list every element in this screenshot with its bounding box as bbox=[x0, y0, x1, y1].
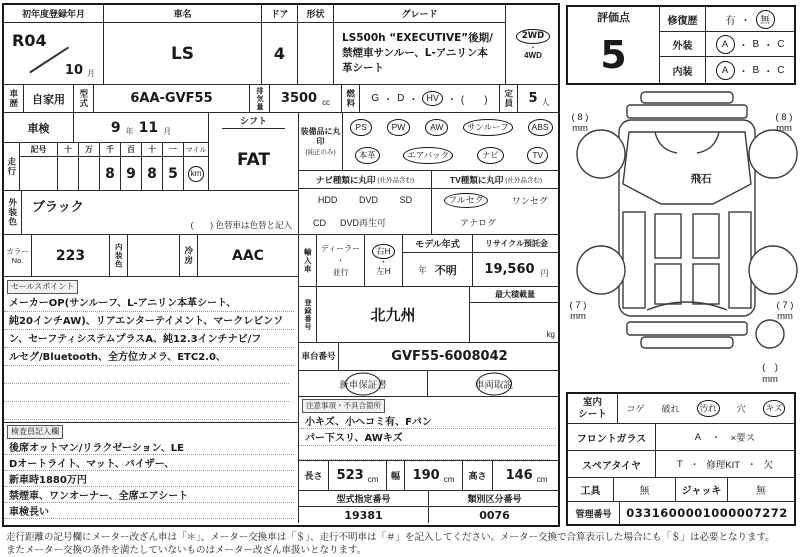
car-name-cell bbox=[104, 5, 262, 85]
tread-front-left: ( 8 ) bbox=[571, 112, 589, 123]
drive-cell bbox=[506, 5, 560, 85]
mileage-header-0: 十 bbox=[58, 143, 79, 157]
fuel-dot-1: ・ bbox=[383, 95, 394, 106]
notes-line bbox=[299, 446, 550, 460]
tread-unit-front-left: mm bbox=[572, 123, 588, 134]
tools-label: 工具 bbox=[568, 478, 614, 502]
equipment-airbag-circled: エアバック bbox=[403, 147, 453, 164]
interior-grade-label: 内装 bbox=[660, 57, 706, 83]
model-year-value: 不明 bbox=[434, 263, 457, 277]
length-value: 523 bbox=[336, 468, 364, 483]
repair-yes: 有 bbox=[725, 15, 736, 27]
color-no-label-cell bbox=[4, 235, 32, 277]
fuel-label: 燃料 bbox=[342, 85, 360, 113]
warranty-label: 新車保証書 bbox=[339, 379, 387, 391]
mileage-digit-4: 8 bbox=[142, 157, 163, 191]
equipment-row-1 bbox=[343, 113, 560, 142]
capacity-unit: 人 bbox=[541, 98, 550, 107]
door-value: 4 bbox=[273, 44, 286, 63]
nav-type-sublabel: (社外品含む) bbox=[377, 177, 415, 184]
nav-type-line1 bbox=[299, 189, 431, 212]
interior-grade-c: C bbox=[777, 64, 785, 76]
equipment-label: 装備品に丸印 bbox=[300, 126, 341, 146]
equipment-sunroof-circled: サンルーフ bbox=[463, 119, 512, 136]
type-designation-label: 型式指定番号 bbox=[299, 491, 428, 507]
sales-line bbox=[4, 366, 289, 384]
notes-line: 小キズ、小ヘコミ有、Fバン bbox=[299, 413, 556, 429]
first-reg-year: R04 bbox=[12, 31, 47, 50]
chassis-label: 車台番号 bbox=[299, 343, 339, 371]
exterior-dot-2: ・ bbox=[763, 40, 774, 52]
door-label: ドア bbox=[262, 5, 297, 23]
windshield-outline bbox=[623, 132, 751, 204]
hood-line-left bbox=[655, 132, 677, 153]
width-cell bbox=[405, 461, 463, 491]
seat-label-2: シート bbox=[578, 408, 607, 420]
capacity-value: 5 bbox=[528, 91, 538, 106]
mileage-digit-1 bbox=[79, 157, 100, 191]
max-load-unit: kg bbox=[546, 330, 555, 339]
spare-tire-options bbox=[656, 451, 794, 478]
import-parallel: 並行 bbox=[332, 267, 349, 277]
rear-bumper-lower bbox=[641, 337, 733, 348]
nav-type-label: ナビ種類に丸印 bbox=[315, 174, 376, 185]
grade-value: LS500h “EXECUTIVE”後期/禁煙車サンルー、L-アニリン本革シート bbox=[342, 31, 493, 75]
car-name-value: LS bbox=[170, 43, 195, 64]
first-reg-month: 10 bbox=[64, 63, 83, 78]
repair-history-options bbox=[706, 7, 794, 32]
model-code-label: 型式 bbox=[74, 85, 94, 113]
circle-mark bbox=[345, 372, 381, 395]
inspector-line: 禁煙車、ワンオーナー、全席エアシート bbox=[4, 487, 294, 503]
tv-type-line1 bbox=[432, 189, 560, 212]
model-year-value-row bbox=[418, 253, 457, 286]
sales-points-cell bbox=[4, 277, 299, 423]
score-cell bbox=[568, 7, 660, 83]
tread-front-right: ( 8 ) bbox=[775, 112, 793, 123]
warranty-cell bbox=[299, 371, 428, 397]
height-label: 高さ bbox=[463, 461, 493, 491]
capacity-label: 定員 bbox=[500, 85, 518, 113]
equipment-tv-circled: TV bbox=[527, 147, 548, 164]
inspection-label: 車検 bbox=[4, 113, 74, 143]
exterior-color-cell bbox=[22, 191, 299, 235]
model-year-cell bbox=[403, 235, 473, 287]
front-right-wheel bbox=[749, 130, 797, 178]
equipment-aw-circled: AW bbox=[425, 119, 448, 136]
rear-bumper-upper bbox=[627, 322, 747, 335]
steering-dot: ・ bbox=[379, 256, 388, 267]
drive-4wd: 4WD bbox=[524, 50, 542, 60]
equipment-items bbox=[343, 113, 560, 171]
max-load-cell bbox=[470, 287, 560, 343]
footer-note bbox=[6, 531, 796, 557]
front-bumper-upper bbox=[641, 92, 733, 103]
displacement-cell bbox=[270, 85, 342, 113]
nav-type-cell bbox=[299, 171, 432, 235]
spare-tire-label: スペアタイヤ bbox=[568, 451, 656, 478]
mileage-header-5: 一 bbox=[163, 143, 184, 157]
interior-dot-2: ・ bbox=[763, 66, 774, 78]
nav-sd: SD bbox=[399, 195, 413, 206]
length-cell bbox=[329, 461, 387, 491]
mileage-header-3: 百 bbox=[121, 143, 142, 157]
seat-hole: 穴 bbox=[736, 404, 746, 414]
nav-type-header bbox=[299, 171, 431, 189]
nav-dvd-play: DVD再生可 bbox=[340, 218, 387, 229]
tread-unit-spare: mm bbox=[762, 374, 778, 385]
spare-dot-2: ・ bbox=[747, 460, 757, 471]
grade-label: グレード bbox=[334, 5, 505, 23]
recycle-value: 19,560 bbox=[484, 262, 535, 277]
equipment-label-cell bbox=[299, 113, 343, 171]
exterior-color-note: ( ) 色替車は色替と記入 bbox=[190, 220, 292, 230]
windshield-dot: ・ bbox=[711, 433, 721, 444]
left-sill bbox=[623, 212, 645, 308]
interior-color-value bbox=[128, 235, 180, 277]
cabin-panel-3 bbox=[655, 264, 681, 304]
fuel-blank: ( ) bbox=[460, 95, 488, 106]
displacement-unit: cc bbox=[322, 98, 331, 107]
spare-t: T bbox=[676, 458, 683, 470]
mileage-symbol-value bbox=[20, 157, 58, 191]
right-sill bbox=[729, 212, 751, 308]
control-no-value: 0331600001000007272 bbox=[626, 506, 788, 520]
mileage-km-circled: km bbox=[188, 166, 205, 182]
history-value: 自家用 bbox=[24, 85, 74, 113]
repair-no-circled: 無 bbox=[756, 10, 775, 29]
model-year-label: モデル年式 bbox=[403, 235, 472, 253]
recycle-value-row bbox=[484, 253, 548, 286]
condition-panel bbox=[566, 392, 796, 526]
exterior-grade-options bbox=[706, 32, 794, 57]
nav-cd: CD bbox=[313, 217, 326, 228]
sales-line bbox=[4, 384, 289, 402]
first-registration-cell bbox=[4, 5, 104, 85]
mileage-digit-0 bbox=[58, 157, 79, 191]
ac-value: AAC bbox=[198, 235, 299, 277]
mileage-digit-3: 9 bbox=[121, 157, 142, 191]
max-load-label: 最大積載量 bbox=[470, 287, 560, 303]
stone-chip-annotation: 飛石 bbox=[690, 173, 712, 185]
mileage-symbol-header: 記号 bbox=[20, 143, 58, 157]
circle-mark bbox=[476, 372, 512, 395]
exterior-grade-b: B bbox=[752, 38, 760, 50]
registration-value: 北九州 bbox=[317, 287, 470, 343]
tread-unit-rear-right: mm bbox=[777, 311, 793, 322]
tv-type-cell bbox=[432, 171, 560, 235]
import-label: 輸入車 bbox=[299, 235, 317, 287]
exterior-color-value: ブラック bbox=[32, 200, 84, 215]
equipment-abs-circled: ABS bbox=[528, 119, 553, 136]
mileage-digit-5: 5 bbox=[163, 157, 184, 191]
seat-label-1: 室内 bbox=[582, 396, 602, 408]
windshield-options bbox=[656, 424, 794, 451]
interior-color-label: 内装色 bbox=[110, 235, 128, 277]
inspection-year: 9 bbox=[110, 119, 121, 136]
tv-type-sublabel: (社外品含む) bbox=[505, 177, 543, 184]
exterior-grade-a-circled: A bbox=[716, 35, 735, 54]
color-no-label-2: No. bbox=[11, 255, 24, 265]
tv-analog: アナログ bbox=[460, 218, 497, 229]
repair-dot: ・ bbox=[740, 15, 751, 27]
exterior-dot-1: ・ bbox=[738, 40, 749, 52]
inspection-month: 11 bbox=[138, 119, 159, 136]
grade-cell bbox=[334, 5, 506, 85]
chassis-value: GVF55-6008042 bbox=[339, 343, 560, 371]
spare-kit: 修理KIT bbox=[706, 460, 741, 471]
registration-label: 登録番号 bbox=[299, 287, 317, 343]
import-dealer: ディーラー bbox=[320, 243, 361, 253]
seat-condition-items bbox=[618, 394, 794, 424]
inspection-year-unit: 年 bbox=[125, 127, 134, 136]
door-cell bbox=[262, 5, 298, 85]
control-no-label: 管理番号 bbox=[568, 502, 620, 524]
manual-cell bbox=[428, 371, 560, 397]
steering-rh-circled: 右H bbox=[372, 244, 395, 259]
notes-label: 注意事項・不具合箇所 bbox=[302, 399, 385, 413]
model-code-value: 6AA-GVF55 bbox=[94, 85, 250, 113]
tread-spare: ( ) bbox=[762, 362, 778, 373]
class-no-cell bbox=[429, 491, 560, 523]
tv-type-label: TV種類に丸印 bbox=[449, 174, 504, 185]
length-label: 長さ bbox=[299, 461, 329, 491]
nav-hdd: HDD bbox=[317, 195, 338, 206]
seat-burn: コゲ bbox=[626, 404, 645, 414]
sales-line: ン、セーフティシステムプラスA、純12.3インチナビ/フ bbox=[4, 330, 294, 348]
mileage-header-4: 十 bbox=[142, 143, 163, 157]
evaluation-panel bbox=[566, 5, 796, 85]
first-reg-month-unit: 月 bbox=[87, 69, 95, 78]
footer-line-1: 走行距離の記号欄にメーター改ざん車は「＊」、メーター交換車は「＄」、走行不明車は「＃」を記入してください。メーター交換で合算表示した場合にも「＄」は必要となります。 bbox=[6, 532, 775, 543]
car-name-label: 車名 bbox=[104, 5, 261, 23]
mileage-km-cell bbox=[184, 157, 209, 191]
jack-label: ジャッキ bbox=[676, 478, 728, 502]
inspection-value-cell bbox=[74, 113, 209, 143]
height-value: 146 bbox=[505, 468, 533, 483]
hood-line-right bbox=[697, 132, 719, 153]
recycle-label: リサイクル預託金 bbox=[473, 235, 560, 253]
height-cell bbox=[493, 461, 560, 491]
shift-cell bbox=[209, 113, 299, 191]
windshield-x: ×要ス bbox=[730, 433, 756, 444]
color-no-value: 223 bbox=[32, 235, 110, 277]
inspector-line: 新車時1880万円 bbox=[4, 471, 294, 487]
seat-label-cell bbox=[568, 394, 618, 424]
import-dot: ・ bbox=[336, 255, 345, 265]
inspector-line: 車検長い bbox=[4, 503, 294, 519]
interior-grade-options bbox=[706, 57, 794, 83]
sales-points-label: セールスポイント bbox=[7, 280, 78, 294]
mileage-label: 走行 bbox=[4, 143, 20, 191]
max-load-value-area bbox=[470, 303, 560, 342]
steering-cell bbox=[365, 235, 403, 287]
tread-unit-front-right: mm bbox=[776, 123, 792, 134]
main-table bbox=[2, 3, 560, 527]
history-label: 車歴 bbox=[4, 85, 24, 113]
height-unit: cm bbox=[536, 475, 548, 484]
sales-line: 純20インチAW)、リアエンターテイメント、マークレビンソ bbox=[4, 312, 294, 330]
tread-unit-rear-left: mm bbox=[570, 311, 586, 322]
sales-line: ルセグ/Bluetooth、全方位カメラ、ETC2.0、 bbox=[4, 348, 294, 366]
type-designation-cell bbox=[299, 491, 429, 523]
recycle-cell bbox=[473, 235, 560, 287]
inspector-line: 後席オットマン/リラクゼーション、LE bbox=[4, 439, 294, 455]
width-value: 190 bbox=[412, 468, 440, 483]
drive-2wd-circled: 2WD bbox=[516, 29, 550, 44]
mileage-digit-2: 8 bbox=[100, 157, 121, 191]
seat-dirt-circled: 汚れ bbox=[697, 400, 720, 417]
mileage-mile-header: マイル bbox=[184, 143, 209, 157]
tv-fullseg-circled: フルセグ bbox=[444, 193, 488, 208]
rear-right-wheel bbox=[749, 246, 797, 294]
mileage-header-1: 万 bbox=[79, 143, 100, 157]
cabin-panel-2 bbox=[693, 214, 719, 258]
import-dealer-cell bbox=[317, 235, 365, 287]
interior-grade-b: B bbox=[752, 64, 760, 76]
displacement-value: 3500 bbox=[280, 91, 318, 106]
cabin-panel-1 bbox=[655, 214, 681, 258]
exterior-color-label: 外装色 bbox=[4, 191, 22, 235]
recycle-unit: 円 bbox=[540, 269, 549, 278]
spare-dot-1: ・ bbox=[689, 460, 700, 471]
interior-dot-1: ・ bbox=[738, 66, 749, 78]
footer-line-2: またメーター交換の条件を満たしていないものはメーター改ざん車扱いとなります。 bbox=[6, 545, 367, 556]
first-registration-label: 初年度登録年月 bbox=[4, 5, 103, 23]
inspector-notes-cell bbox=[4, 423, 299, 523]
seat-scratch-circled: キズ bbox=[763, 400, 786, 417]
fuel-dot-3: ・ bbox=[446, 95, 457, 106]
tv-type-header bbox=[432, 171, 560, 189]
repair-history-label: 修復歴 bbox=[660, 7, 706, 32]
type-designation-value: 19381 bbox=[344, 508, 383, 522]
tread-rear-left: ( 7 ) bbox=[569, 300, 587, 311]
equipment-row-2 bbox=[343, 142, 560, 171]
fuel-option-g: G bbox=[371, 93, 380, 104]
model-year-unit: 年 bbox=[418, 264, 427, 275]
score-label: 評価点 bbox=[597, 12, 630, 24]
color-no-label-1: カラー bbox=[6, 246, 29, 256]
class-no-value: 0076 bbox=[479, 508, 510, 522]
nav-type-line2 bbox=[299, 212, 431, 235]
jack-value: 無 bbox=[728, 478, 794, 502]
inspector-line bbox=[4, 519, 289, 523]
exterior-grade-c: C bbox=[777, 38, 785, 50]
shift-label: シフト bbox=[222, 113, 284, 129]
length-unit: cm bbox=[367, 475, 379, 484]
tread-rear-right: ( 7 ) bbox=[776, 300, 794, 311]
shape-label: 形状 bbox=[298, 5, 333, 23]
cabin-panel-4 bbox=[693, 264, 719, 304]
tv-type-line2 bbox=[432, 212, 560, 235]
width-unit: cm bbox=[443, 475, 455, 484]
drive-separator: ・ bbox=[529, 42, 537, 52]
slash-mark bbox=[29, 47, 68, 73]
equipment-navi-circled: ナビ bbox=[477, 147, 504, 164]
class-no-label: 類別区分番号 bbox=[429, 491, 560, 507]
displacement-label: 排気量 bbox=[250, 85, 270, 113]
capacity-cell bbox=[518, 85, 560, 113]
tools-value: 無 bbox=[614, 478, 676, 502]
interior-grade-a-circled: A bbox=[716, 61, 735, 80]
sales-line bbox=[4, 402, 289, 420]
notes-cell bbox=[299, 397, 560, 461]
shape-cell bbox=[298, 5, 334, 85]
seat-tear: 破れ bbox=[661, 404, 680, 414]
rear-window-line bbox=[647, 302, 727, 310]
first-registration-value bbox=[4, 23, 103, 84]
windshield-a: A bbox=[694, 431, 702, 443]
equipment-sublabel: (純正のみ) bbox=[305, 149, 336, 157]
inspection-month-unit: 月 bbox=[163, 127, 172, 136]
windshield-label: フロントガラス bbox=[568, 424, 656, 451]
fuel-dot-2: ・ bbox=[408, 95, 419, 106]
score-value: 5 bbox=[600, 33, 627, 77]
front-left-wheel bbox=[577, 130, 625, 178]
ac-label: 冷房 bbox=[180, 235, 198, 277]
inspector-line: Dオートライト、マット、バイザー、 bbox=[4, 455, 294, 471]
equipment-ps-circled: PS bbox=[350, 119, 371, 136]
exterior-grade-label: 外装 bbox=[660, 32, 706, 57]
equipment-pw-circled: PW bbox=[387, 119, 411, 136]
fuel-options bbox=[360, 85, 500, 113]
tv-oneseg: ワンセグ bbox=[511, 195, 548, 206]
fuel-option-d: D bbox=[397, 93, 405, 104]
fuel-option-hv-circled: HV bbox=[422, 91, 443, 106]
car-diagram bbox=[563, 86, 798, 390]
spare-missing: 欠 bbox=[763, 460, 774, 471]
equipment-leather-circled: 本革 bbox=[355, 147, 380, 164]
car-body-outline bbox=[619, 120, 755, 316]
nav-dvd: DVD bbox=[358, 195, 378, 206]
steering-lh: 左H bbox=[376, 265, 391, 276]
inspector-label: 検査員記入欄 bbox=[7, 425, 63, 439]
spare-wheel bbox=[756, 320, 784, 348]
rear-left-wheel bbox=[577, 246, 625, 294]
front-bumper-lower bbox=[627, 105, 747, 118]
notes-line: パー下スリ、AWキズ bbox=[299, 429, 556, 445]
sales-line: メーカーOP(サンルーフ、L-アニリン本革シート、 bbox=[4, 294, 294, 312]
manual-label: 車両取説 bbox=[474, 379, 513, 391]
shift-value: FAT bbox=[236, 149, 271, 170]
mileage-header-2: 千 bbox=[100, 143, 121, 157]
width-label: 幅 bbox=[387, 461, 405, 491]
